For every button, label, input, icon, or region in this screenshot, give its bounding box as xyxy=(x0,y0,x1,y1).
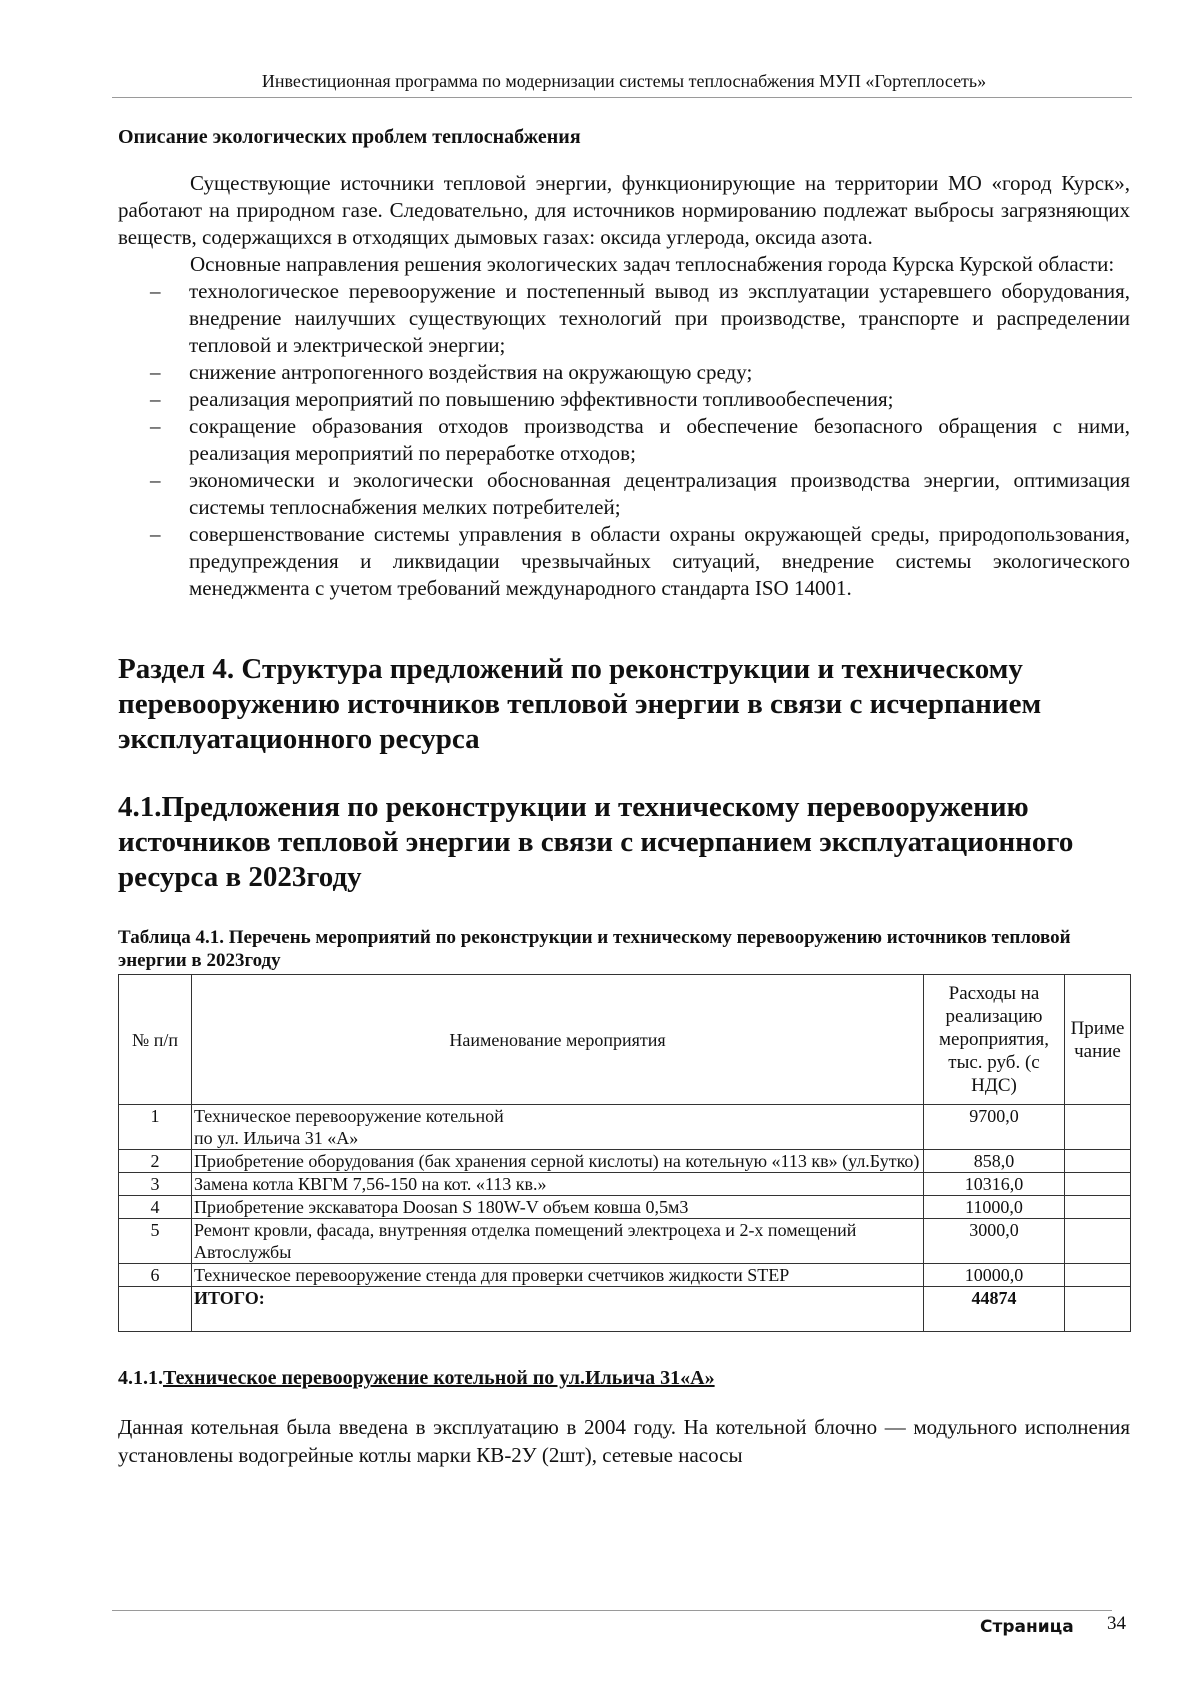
list-item-text: сокращение образования отходов производства и обеспечение безопасного обращения с ними, реализация мероприятий по переработке отходов; xyxy=(189,414,1130,465)
section-4-1-1-heading xyxy=(118,1365,1130,1391)
measures-table xyxy=(118,974,1131,1332)
cell-note xyxy=(1065,1196,1131,1219)
cell-name: Замена котла КВГМ 7,56-150 на кот. «113 кв.» xyxy=(192,1173,924,1196)
section-4-heading: Раздел 4. Структура предложений по реконструкции и техническому перевооружению источников тепловой энергии в связи с исчерпанием эксплуатационного ресурса xyxy=(118,653,1042,755)
section-4-1-1-number: 4.1.1. xyxy=(118,1367,163,1389)
list-item-text: технологическое перевооружение и постепенный вывод из эксплуатации устаревшего оборудования, внедрение наилучших существующих технологий при производстве, транспорте и распределении тепловой и электрической энергии; xyxy=(189,279,1130,357)
table-row xyxy=(119,1264,1131,1287)
cell-num: 4 xyxy=(119,1196,192,1219)
cell-num: 6 xyxy=(119,1264,192,1287)
total-value: 44874 xyxy=(924,1287,1065,1332)
dash-bullet: – xyxy=(150,387,161,411)
list-item-text: экономически и экологически обоснованная децентрализация производства энергии, оптимизация системы теплоснабжения мелких потребителей; xyxy=(189,468,1130,519)
cell-cost: 11000,0 xyxy=(924,1196,1065,1219)
dash-bullet: – xyxy=(150,414,161,438)
footer-page-label: Страница xyxy=(980,1617,1074,1637)
list-item-text: совершенствование системы управления в области охраны окружающей среды, природопользования, предупреждения и ликвидации чрезвычайных ситуаций, внедрение системы экологического менеджмента с учетом требований международного стандарта ISO 14001. xyxy=(189,522,1130,600)
cell-cost: 10000,0 xyxy=(924,1264,1065,1287)
cell-num: 2 xyxy=(119,1150,192,1173)
cell-num: 1 xyxy=(119,1105,192,1150)
section-4-1-1-title: Техническое перевооружение котельной по ул.Ильича 31«А» xyxy=(163,1367,715,1389)
table-row xyxy=(119,1219,1131,1264)
cell-cost: 9700,0 xyxy=(924,1105,1065,1150)
cell-name: Техническое перевооружение стенда для проверки счетчиков жидкости STEP xyxy=(192,1264,924,1287)
table-row xyxy=(119,1150,1131,1173)
list-item-text: реализация мероприятий по повышению эффективности топливообеспечения; xyxy=(189,387,894,411)
page-content xyxy=(118,124,1130,1469)
eco-directions-list xyxy=(118,278,1130,602)
section-4-1-1-paragraph: Данная котельная была введена в эксплуатацию в 2004 году. На котельной блочно — модульного исполнения установлены водогрейные котлы марки КВ-2У (2шт), сетевые насосы xyxy=(118,1415,1130,1467)
table-caption: Таблица 4.1. Перечень мероприятий по реконструкции и техническому перевооружению источников тепловой энергии в 2023году xyxy=(118,927,1071,971)
footer-divider xyxy=(112,1610,1112,1611)
list-item-text: снижение антропогенного воздействия на окружающую среду; xyxy=(189,360,753,384)
table-total-row xyxy=(119,1287,1131,1332)
list-item xyxy=(118,278,1130,359)
cell-note xyxy=(1065,1287,1131,1332)
list-item xyxy=(118,467,1130,521)
footer-page-number: 34 xyxy=(1107,1613,1126,1634)
cell-note xyxy=(1065,1173,1131,1196)
cell-num: 3 xyxy=(119,1173,192,1196)
list-item xyxy=(118,386,1130,413)
header-divider xyxy=(112,97,1132,98)
table-row xyxy=(119,1105,1131,1150)
cell-note xyxy=(1065,1105,1131,1150)
cell-name: Приобретение экскаватора Doosan S 180W-V объем ковша 0,5м3 xyxy=(192,1196,924,1219)
eco-paragraph-1: Существующие источники тепловой энергии, функционирующие на территории МО «город Курск», работают на природном газе. Следовательно, для источников нормированию подлежат выбросы загрязняющих веществ, содержащихся в отходящих дымовых газах: оксида углерода, оксида азота. xyxy=(118,171,1130,249)
eco-heading: Описание экологических проблем теплоснабжения xyxy=(118,126,581,148)
col-header-cost: Расходы на реализацию мероприятия, тыс. руб. (с НДС) xyxy=(924,975,1065,1105)
cell-num xyxy=(119,1287,192,1332)
total-label: ИТОГО: xyxy=(192,1287,924,1332)
cell-cost: 3000,0 xyxy=(924,1219,1065,1264)
table-header-row xyxy=(119,975,1131,1105)
dash-bullet: – xyxy=(150,360,161,384)
list-item xyxy=(118,521,1130,602)
cell-cost: 10316,0 xyxy=(924,1173,1065,1196)
running-header: Инвестиционная программа по модернизации системы теплоснабжения МУП «Гортеплосеть» xyxy=(261,71,987,91)
table-row xyxy=(119,1196,1131,1219)
cell-num: 5 xyxy=(119,1219,192,1264)
dash-bullet: – xyxy=(150,468,161,492)
dash-bullet: – xyxy=(150,522,161,546)
cell-name: Приобретение оборудования (бак хранения серной кислоты) на котельную «113 кв» (ул.Бутко) xyxy=(192,1150,924,1173)
cell-note xyxy=(1065,1150,1131,1173)
table-row xyxy=(119,1173,1131,1196)
col-header-num: № п/п xyxy=(119,975,192,1105)
section-4-1-heading: 4.1.Предложения по реконструкции и техническому перевооружению источников тепловой энергии в связи с исчерпанием эксплуатационного ресурса в 2023году xyxy=(118,791,1074,893)
eco-paragraph-2: Основные направления решения экологических задач теплоснабжения города Курска Курской области: xyxy=(190,252,1115,276)
cell-cost: 858,0 xyxy=(924,1150,1065,1173)
list-item xyxy=(118,413,1130,467)
col-header-note: Примечание xyxy=(1065,975,1131,1105)
col-header-name: Наименование мероприятия xyxy=(192,975,924,1105)
list-item xyxy=(118,359,1130,386)
dash-bullet: – xyxy=(150,279,161,303)
cell-note xyxy=(1065,1219,1131,1264)
cell-name: Ремонт кровли, фасада, внутренняя отделка помещений электроцеха и 2-х помещений Автослужбы xyxy=(192,1219,924,1264)
cell-name: Техническое перевооружение котельной по ул. Ильича 31 «А» xyxy=(192,1105,924,1150)
cell-note xyxy=(1065,1264,1131,1287)
